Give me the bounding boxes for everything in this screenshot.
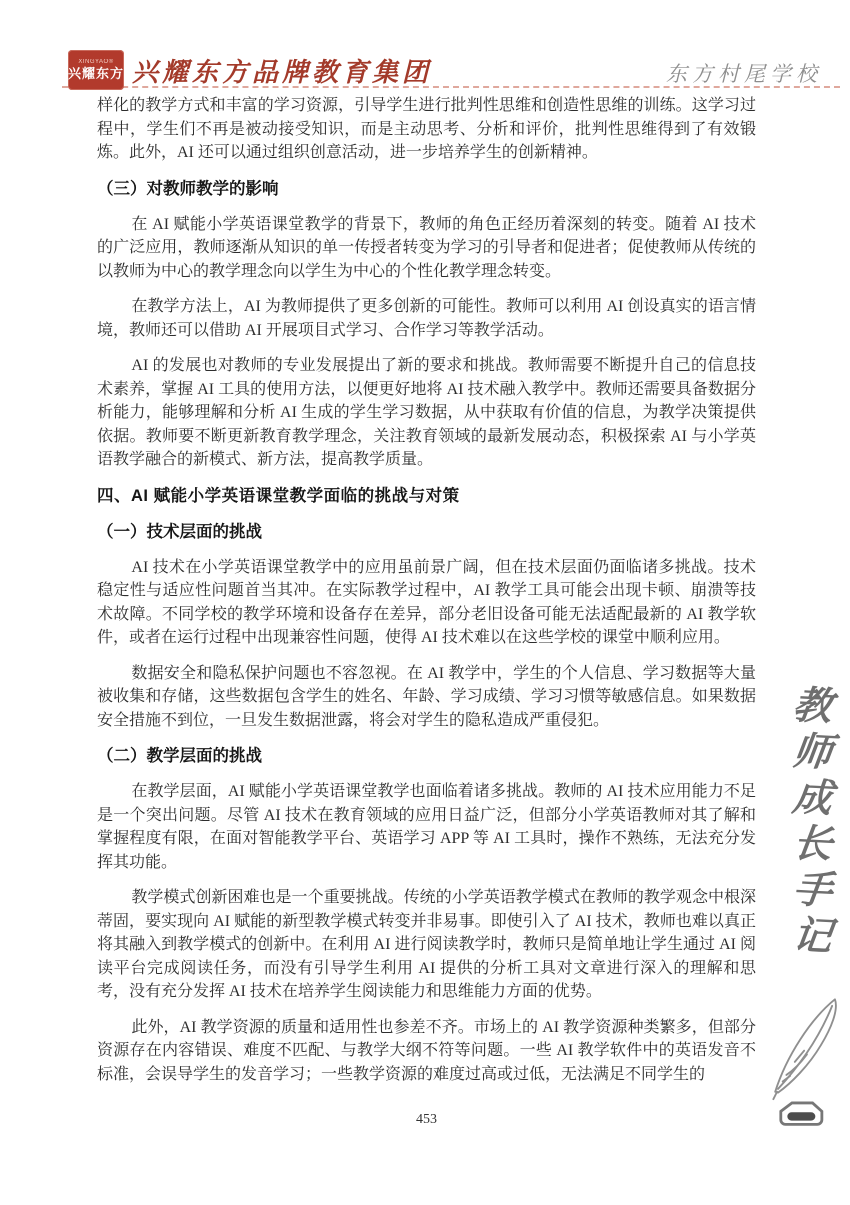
calligraphy-char: 记 [790,914,836,959]
page-number: 453 [416,1112,437,1127]
heading-section-2-teaching-challenges: （二）教学层面的挑战 [97,747,262,765]
brand-title: 兴耀东方品牌教育集团 [132,58,433,87]
heading-section-1-technical-challenges: （一）技术层面的挑战 [97,522,262,541]
heading-chapter-4-challenges: 四、AI 赋能小学英语课堂教学面临的挑战与对策 [97,486,460,505]
paragraph: 此外，AI 教学资源的质量和适用性也参差不齐。市场上的 AI 教学资源种类繁多，但部分资源存在内容错误、难度不匹配、与教学大纲不符等问题。一些 AI 教学软件中的英语发音不标准，会误导学生的发音学习；一些教学资源的难度过高或过低，无法满足不同学生的 [97,1018,756,1083]
paragraph: 数据安全和隐私保护问题也不容忽视。在 AI 教学中，学生的个人信息、学习数据等大量被收集和存储，这些数据包含学生的姓名、年龄、学习成绩、学习习惯等敏感信息。如果数据安全措施不到位，一旦发生数据泄露，将会对学生的隐私造成严重侵犯。 [97,664,756,729]
calligraphy-char: 教 [790,684,836,729]
calligraphy-char: 成 [790,776,836,821]
paragraph-continuation: 样化的教学方式和丰富的学习资源，引导学生进行批判性思维和创造性思维的训练。这学习过程中，学生们不再是被动接受知识，而是主动思考、分析和评价，批判性思维得到了有效锻炼。此外，AI 还可以通过组织创意活动，进一步培养学生的创新精神。 [97,97,756,161]
school-name: 东方村尾学校 [666,62,822,86]
margin-calligraphy-teacher-growth-notes [782,684,844,960]
paragraph: AI 技术在小学英语课堂教学中的应用虽前景广阔，但在技术层面仍面临诸多挑战。技术稳定性与适应性问题首当其冲。在实际教学过程中，AI 教学工具可能会出现卡顿、崩溃等技术故障。不同学校的教学环境和设备存在差异，部分老旧设备可能无法适配最新的 AI 教学软件，或者在运行过程中出现兼容性问题，使得 AI 技术难以在这些学校的课堂中顺利应用。 [97,558,756,646]
calligraphy-char: 长 [790,822,836,867]
document-body [97,94,756,1098]
paragraph: 在教学方法上，AI 为教师提供了更多创新的可能性。教师可以利用 AI 创设真实的语言情境，教师还可以借助 AI 开展项目式学习、合作学习等教学活动。 [97,298,756,339]
paragraph: 教学模式创新困难也是一个重要挑战。传统的小学英语教学模式在教师的教学观念中根深蒂固，要实现向 AI 赋能的新型教学模式转变并非易事。即使引入了 AI 技术，教师也难以真正将其融入到教学模式的创新中。在利用 AI 进行阅读教学时，教师只是简单地让学生通过 AI 阅读平台完成阅读任务，而没有引导学生利用 AI 提供的分析工具对文章进行深入的理解和思考，没有充分发挥 AI 技术在培养学生阅读能力和思维能力方面的优势。 [97,889,756,1000]
calligraphy-char: 师 [790,730,836,775]
seal-top-text: XINGYAO® [78,59,114,65]
paragraph: AI 的发展也对教师的专业发展提出了新的要求和挑战。教师需要不断提升自己的信息技术素养，掌握 AI 工具的使用方法，以便更好地将 AI 技术融入教学中。教师还需要具备数据分析能力，能够理解和分析 AI 生成的学生学习数据，从中获取有价值的信息，为教学决策提供依据。教师要不断更新教育教学理念，关注教育领域的最新发展动态，积极探索 AI 与小学英语教学融合的新模式、新方法，提高教学质量。 [97,357,756,468]
quill-and-ink-icon [764,994,848,1126]
page-header [0,0,850,100]
seal-main-text: 兴耀东方 [68,66,125,81]
heading-section-3-teacher-impact: （三）对教师教学的影响 [97,179,279,198]
paragraph: 在 AI 赋能小学英语课堂教学的背景下，教师的角色正经历着深刻的转变。随着 AI 技术的广泛应用，教师逐渐从知识的单一传授者转变为学习的引导者和促进者；促使教师从传统的以教师为中心的教学理念向以学生为中心的个性化教学理念转变。 [97,215,756,280]
paragraph: 在教学层面，AI 赋能小学英语课堂教学也面临着诸多挑战。教师的 AI 技术应用能力不足是一个突出问题。尽管 AI 技术在教育领域的应用日益广泛，但部分小学英语教师对其了解和掌握程度有限，在面对智能教学平台、英语学习 APP 等 AI 工具时，操作不熟练，无法充分发挥其功能。 [97,783,756,871]
brand-seal-logo-icon [68,50,124,90]
calligraphy-char: 手 [790,868,836,913]
